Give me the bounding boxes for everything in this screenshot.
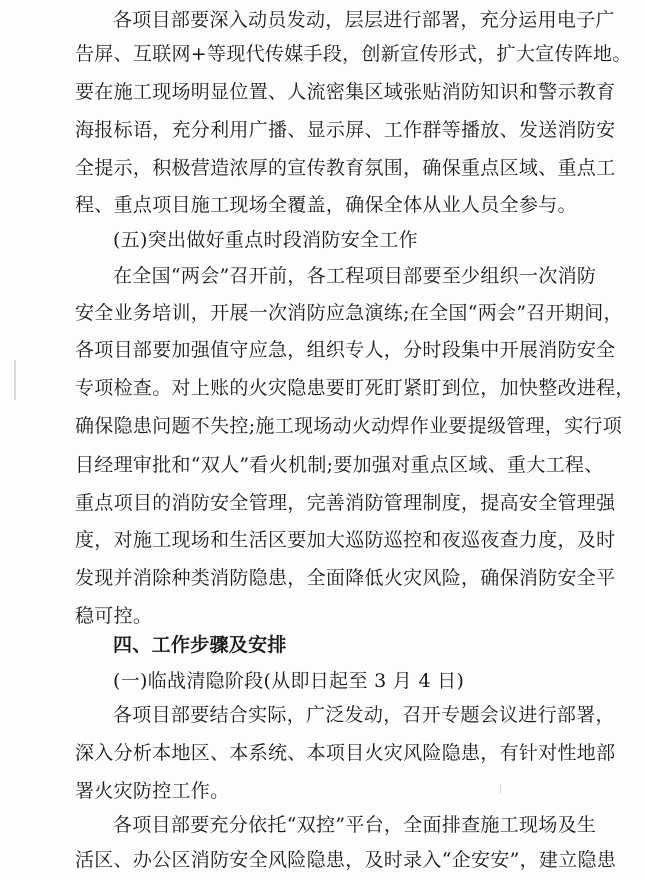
scan-mark (500, 784, 501, 794)
text-line: 重点项目的消防安全管理，完善消防管理制度，提高安全管理强 (75, 492, 616, 514)
text-line: 要在施工现场明显位置、人流密集区域张贴消防知识和警示教育 (75, 81, 616, 103)
text-line: 各项目部要结合实际，广泛发动，召开专题会议进行部署， (113, 704, 615, 726)
text-line: 各项目部要充分依托“双控”平台，全面排查施工现场及生 (113, 814, 597, 836)
text-line: 在全国“两会”召开前，各工程项目部要至少组织一次消防 (113, 265, 597, 287)
text-line: 稳可控。 (75, 605, 153, 627)
section-heading: (一)临战清隐阶段(从即日起至 3 月 4 日) (113, 670, 465, 692)
section-heading: 四、工作步骤及安排 (113, 634, 287, 656)
text-line: 度，对施工现场和生活区要加大巡防巡控和夜巡夜查力度，及时 (75, 529, 616, 551)
text-line: 署火灾防控工作。 (75, 780, 230, 802)
text-line: 安全业务培训，开展一次消防应急演练;在全国“两会”召开期间， (75, 302, 623, 324)
text-line: 发现并消除种类消防隐患，全面降低火灾风险，确保消防安全平 (75, 567, 616, 589)
text-line: 专项检查。对上账的火灾隐患要盯死盯紧盯到位，加快整改进程， (75, 377, 635, 399)
text-line: 各项目部要加强值守应急，组织专人，分时段集中开展消防安全 (75, 339, 616, 361)
text-line: 确保隐患问题不失控;施工现场动火动焊作业要提级管理，实行项 (75, 415, 623, 437)
section-heading: (五)突出做好重点时段消防安全工作 (113, 229, 418, 251)
text-line: 活区、办公区消防安全风险隐患，及时录入“企安安”，建立隐患 (75, 849, 617, 871)
text-line: 目经理审批和“双人”看火机制;要加强对重点区域、重大工程、 (75, 454, 604, 476)
text-line: 全提示，积极营造浓厚的宣传教育氛围，确保重点区域、重点工 (75, 157, 616, 179)
text-line: 深入分析本地区、本系统、本项目火灾风险隐患，有针对性地部 (75, 742, 616, 764)
text-line: 海报标语，充分利用广播、显示屏、工作群等播放、发送消防安 (75, 119, 616, 141)
text-line: 各项目部要深入动员发动，层层进行部署，充分运用电子广 (113, 9, 615, 31)
text-line: 告屏、互联网+等现代传媒手段，创新宣传形式，扩大宣传阵地。 (75, 43, 632, 65)
text-line: 程、重点项目施工现场全覆盖，确保全体从业人员全参与。 (75, 194, 577, 216)
scan-mark (14, 360, 16, 400)
